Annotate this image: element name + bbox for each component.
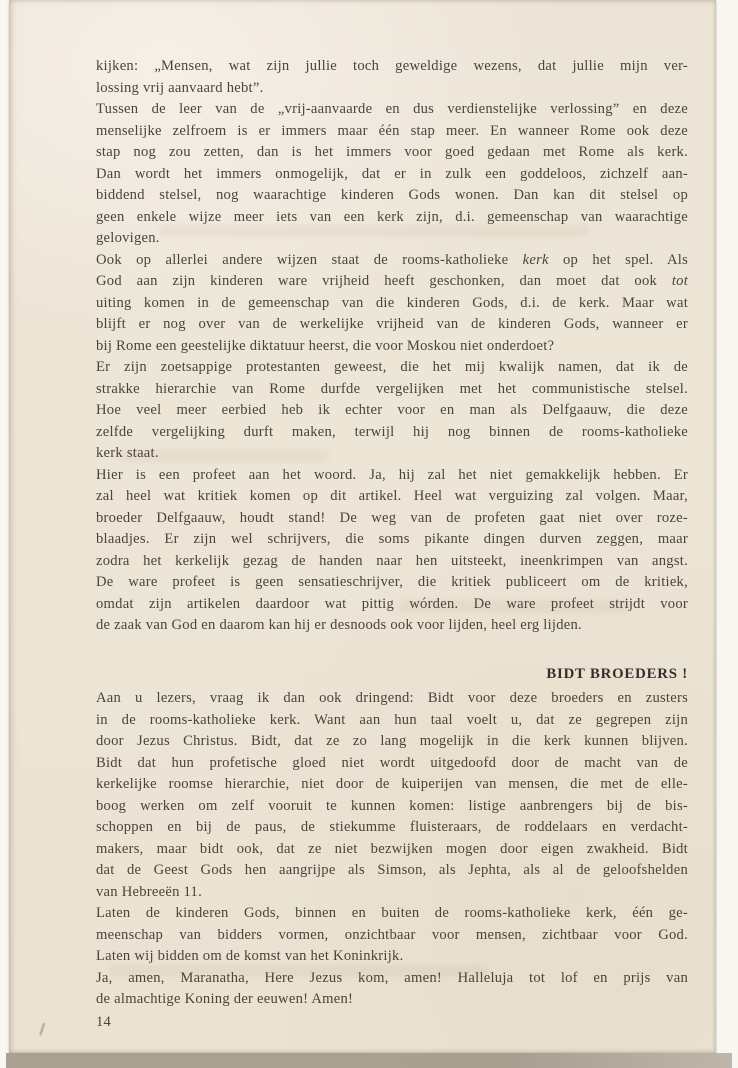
pencil-mark [39,1023,53,1039]
text-line: blijft er nog over van de werkelijke vrijheid van de kinderen Gods, wanneer er [96,316,688,332]
text-line: Ook op allerlei andere wijzen staat de rooms-katholieke kerk op het spel. Als [96,251,688,268]
text-line: blaadjes. Er zijn wel schrijvers, die soms pikante dingen durven zeggen, maar [96,531,688,547]
text-line: menselijke zelfroem is er immers maar één stap meer. En wanneer Rome ook deze [96,122,688,139]
text-line: biddend stelsel, nog waarachtige kinderen Gods wonen. Dan kan dit stelsel op [96,187,688,203]
text-line: de zaak van God en daarom kan hij er desnoods ook voor lijden, heel erg lijden. [96,617,582,633]
page-number: 14 [96,1013,112,1030]
text-line: in de rooms-katholieke kerk. Want aan hun taal voelt u, dat ze gegrepen zijn [96,711,688,728]
text-line: uiting komen in de gemeenschap van die kinderen Gods, d.i. de kerk. Maar wat [96,294,688,311]
text-line: van Hebreeën 11. [96,883,202,900]
text-line: door Jezus Christus. Bidt, dat ze zo lang mogelijk in die kerk kunnen blijven. [96,733,688,749]
paragraph [96,688,688,903]
paragraph [96,465,688,637]
book-page [9,0,716,1054]
text-line: kerkelijke roomse hierarchie, niet door de kuiperijen van mensen, die met de elle- [96,776,688,792]
text-line: meenschap van bidders vormen, onzichtbaar voor mensen, zichtbaar voor God. [96,926,688,943]
text-line: Aan u lezers, vraag ik dan ook dringend: Bidt voor deze broeders en zusters [96,690,688,706]
paragraph [96,357,688,465]
paragraph [96,968,688,1011]
text-line: Bidt dat hun profetische gloed niet wordt uitgedoofd door de macht van de [96,754,688,771]
text-line: kijken: „Mensen, wat zijn jullie toch geweldige wezens, dat jullie mijn ver- [96,58,688,74]
text-line: broeder Delfgaauw, houdt stand! De weg van de profeten gaat niet over roze- [96,509,688,526]
text-line: geen enkele wijze meer iets van een kerk zijn, d.i. gemeenschap van waarachtige [96,208,688,225]
text-line: de almachtige Koning der eeuwen! Amen! [96,991,354,1007]
text-line: strakke hierarchie van Rome durfde vergelijken met het communistische stelsel. [96,380,688,397]
text-line: Ja, amen, Maranatha, Here Jezus kom, amen! Halleluja tot lof en prijs van [96,969,688,986]
text-line: Dan wordt het immers onmogelijk, dat er in zulk een goddeloos, zichzelf aan- [96,165,688,182]
text-line: zelfde vergelijking durft maken, terwijl hij nog binnen de rooms-katholieke [96,423,688,440]
text-line: God aan zijn kinderen ware vrijheid heeft geschonken, dan moet dat ook tot [96,273,688,289]
text-line: zodra het kerkelijk gezag de handen naar hen uitsteekt, ineenkrimpen van angst. [96,552,688,569]
text-line: Laten de kinderen Gods, binnen en buiten de rooms-katholieke kerk, één ge- [96,905,688,921]
text-line: Hoe veel meer eerbied heb ik echter voor en man als Delfgaauw, die deze [96,402,688,418]
text-line: stap nog zou zetten, dan is het immers voor goed gedaan met Rome als kerk. [96,144,688,160]
paragraph [96,56,688,99]
paragraph [96,903,688,968]
text-line: Laten wij bidden om de komst van het Koninkrijk. [96,948,404,964]
text-line: zal heel wat kritiek komen op dit artikel. Heel wat verguizing zal volgen. Maar, [96,488,688,504]
text-line: Tussen de leer van de „vrij-aanvaarde en dus verdienstelijke verlossing” en deze [96,101,688,117]
page-text-column [96,56,688,1033]
scanner-bed-strip [6,1053,732,1068]
section-heading: BIDT BROEDERS ! [546,665,688,682]
text-line: De ware profeet is geen sensatieschrijver, die kritiek publiceert om de kritiek, [96,574,688,590]
text-line: makers, maar bidt ook, dat ze niet bezwijken mogen door eigen zwakheid. Bidt [96,840,688,857]
text-line: schoppen en bij de paus, de stiekumme fluisteraars, de roddelaars en verdacht- [96,819,688,835]
text-line: Hier is een profeet aan het woord. Ja, hij zal het niet gemakkelijk hebben. Er [96,466,688,483]
paragraph [96,99,688,250]
paragraph [96,250,688,358]
text-line: dat de Geest Gods hen aangrijpe als Simson, als Jephta, als al de geloofshelden [96,862,688,878]
text-line: omdat zijn artikelen daardoor wat pittig wórden. De ware profeet strijdt voor [96,595,688,612]
text-line: gelovigen. [96,230,160,246]
text-line: boog werken om zelf vooruit te kunnen komen: listige aanbrengers bij de bis- [96,797,688,814]
text-line: lossing vrij aanvaard hebt”. [96,79,264,96]
text-line: bij Rome een geestelijke diktatuur heerst, die voor Moskou niet onderdoet? [96,337,555,354]
text-line: Er zijn zoetsappige protestanten geweest, die het mij kwalijk namen, dat ik de [96,359,688,375]
text-line: kerk staat. [96,445,159,461]
